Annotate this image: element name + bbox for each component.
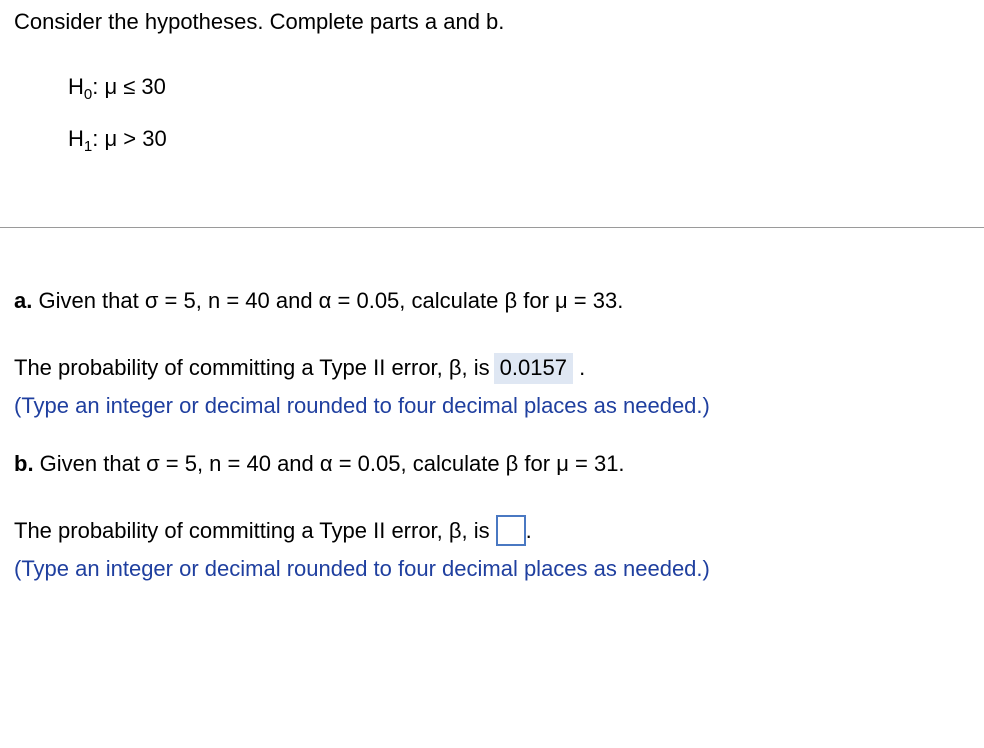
part-b-answer-input[interactable] xyxy=(496,515,526,546)
part-b-period: . xyxy=(525,518,532,543)
part-a-period: . xyxy=(572,355,586,380)
part-a-hint: (Type an integer or decimal rounded to four decimal places as needed.) xyxy=(14,393,710,418)
part-a-label: a. xyxy=(14,288,33,313)
part-a-question xyxy=(14,288,623,314)
part-a-statement: The probability of committing a Type II error, β, is xyxy=(14,355,490,380)
part-a-question-text: Given that σ = 5, n = 40 and α = 0.05, calculate β for μ = 33. xyxy=(32,288,624,313)
h0-symbol: H xyxy=(68,74,84,99)
h1-symbol: H xyxy=(68,126,84,151)
part-a-answer-line xyxy=(14,353,585,384)
part-b-question xyxy=(14,451,625,477)
part-b-label: b. xyxy=(14,451,34,476)
question-intro: Consider the hypotheses. Complete parts a and b. xyxy=(14,9,505,34)
part-b-question-text: Given that σ = 5, n = 40 and α = 0.05, calculate β for μ = 31. xyxy=(33,451,625,476)
section-divider xyxy=(0,227,984,228)
alternative-hypothesis xyxy=(68,126,167,155)
h0-subscript: 0 xyxy=(83,86,93,103)
part-a-answer-field[interactable]: 0.0157 xyxy=(494,353,573,384)
h1-text: : μ > 30 xyxy=(92,126,167,151)
part-b-answer-line xyxy=(14,515,532,546)
part-b-statement: The probability of committing a Type II error, β, is xyxy=(14,518,490,543)
part-b-hint: (Type an integer or decimal rounded to four decimal places as needed.) xyxy=(14,556,710,581)
h0-text: : μ ≤ 30 xyxy=(92,74,166,99)
null-hypothesis xyxy=(68,74,166,103)
h1-subscript: 1 xyxy=(83,138,93,155)
